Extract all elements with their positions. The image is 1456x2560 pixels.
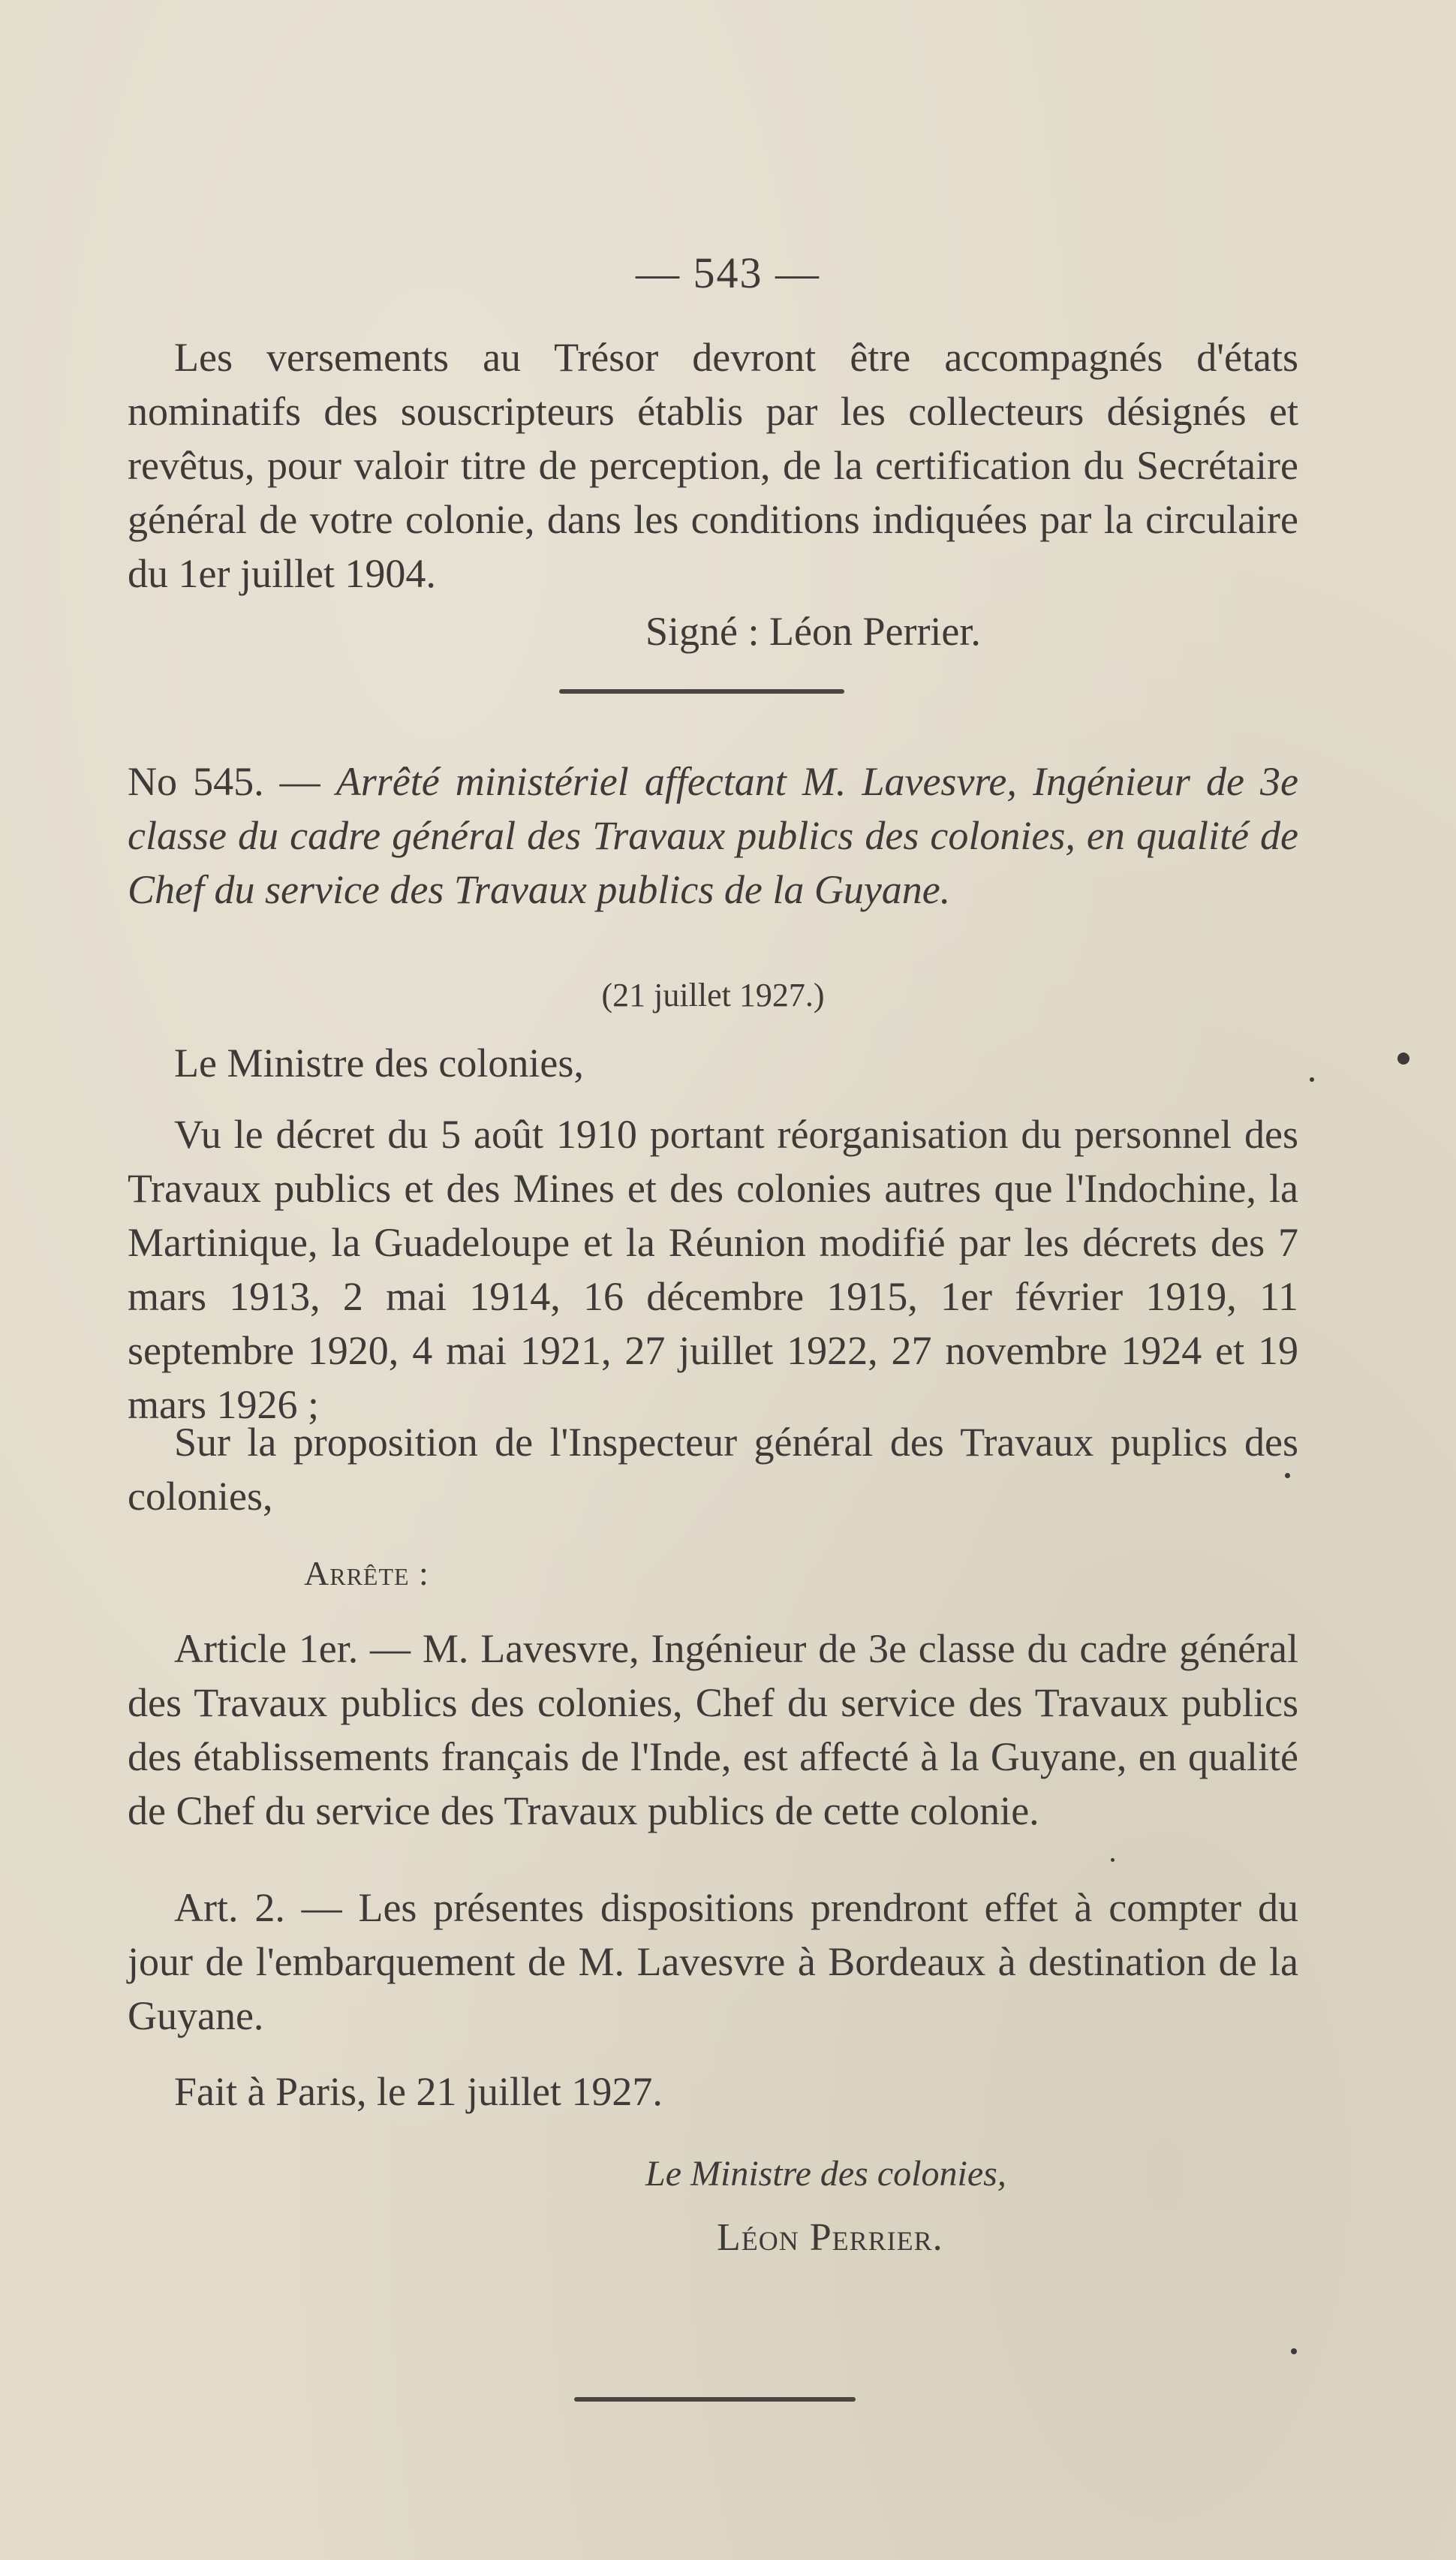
- done-at: Fait à Paris, le 21 juillet 1927.: [174, 2069, 663, 2114]
- ink-speck: [1111, 1858, 1115, 1862]
- arrete-heading: Arrête :: [304, 1554, 429, 1592]
- signatory-name: Léon Perrier.: [717, 2216, 943, 2259]
- ink-speck: [1291, 2348, 1297, 2354]
- ink-speck: [1310, 1077, 1314, 1082]
- considerant-1: Vu le décret du 5 août 1910 portant réorganisation du personnel des Travaux publics et des Mines et des colonies autres que l'Indochine, la Martinique, la Guadeloupe et la Réunion modifié par les décrets des 7 mars 1913, 2 mai 1914, 16 décembre 1915, 1er février 1919, 11 septembre 1920, 4 mai 1921, 27 juillet 1922, 27 novembre 1924 et 19 mars 1926 ;: [128, 1112, 1298, 1427]
- ink-speck: [1285, 1473, 1290, 1478]
- separator-rule-top: [559, 689, 844, 694]
- separator-rule-bottom: [574, 2397, 856, 2402]
- opening-paragraph: Les versements au Trésor devront être accompagnés d'états nominatifs des souscripteurs établis par les collecteurs désignés et revêtus, pour valoir titre de perception, de la certification du Secrétaire général de votre colonie, dans les conditions indiquées par la circulaire du 1er juillet 1904.: [128, 335, 1298, 596]
- considerant-2: Sur la proposition de l'Inspecteur général des Travaux puplics des colonies,: [128, 1420, 1298, 1519]
- ink-speck: [1397, 1053, 1409, 1065]
- decree-date: (21 juillet 1927.): [601, 977, 825, 1013]
- signatory-title: Le Ministre des colonies,: [645, 2154, 1006, 2194]
- page-number: — 543 —: [636, 248, 820, 297]
- decree-heading: [128, 754, 1298, 917]
- first-signature: Signé : Léon Perrier.: [645, 609, 981, 654]
- decree-number: No 545. —: [128, 759, 320, 804]
- decree-title: Arrêté ministériel affectant M. Lavesvre, Ingénieur de 3e classe du cadre général des Travaux publics des colonies, en qualité de Chef du service des Travaux publics de la Guyane.: [128, 759, 1299, 912]
- article-2: Art. 2. — Les présentes dispositions prendront effet à compter du jour de l'embarquement de M. Lavesvre à Bordeaux à destination de la Guyane.: [128, 1885, 1298, 2038]
- minister-line: Le Ministre des colonies,: [174, 1041, 584, 1086]
- article-1: Article 1er. — M. Lavesvre, Ingénieur de 3e classe du cadre général des Travaux publics des colonies, Chef du service des Travaux publics des établissements français de l'Inde, est affecté à la Guyane, en qualité de Chef du service des Travaux publics de cette colonie.: [128, 1626, 1298, 1833]
